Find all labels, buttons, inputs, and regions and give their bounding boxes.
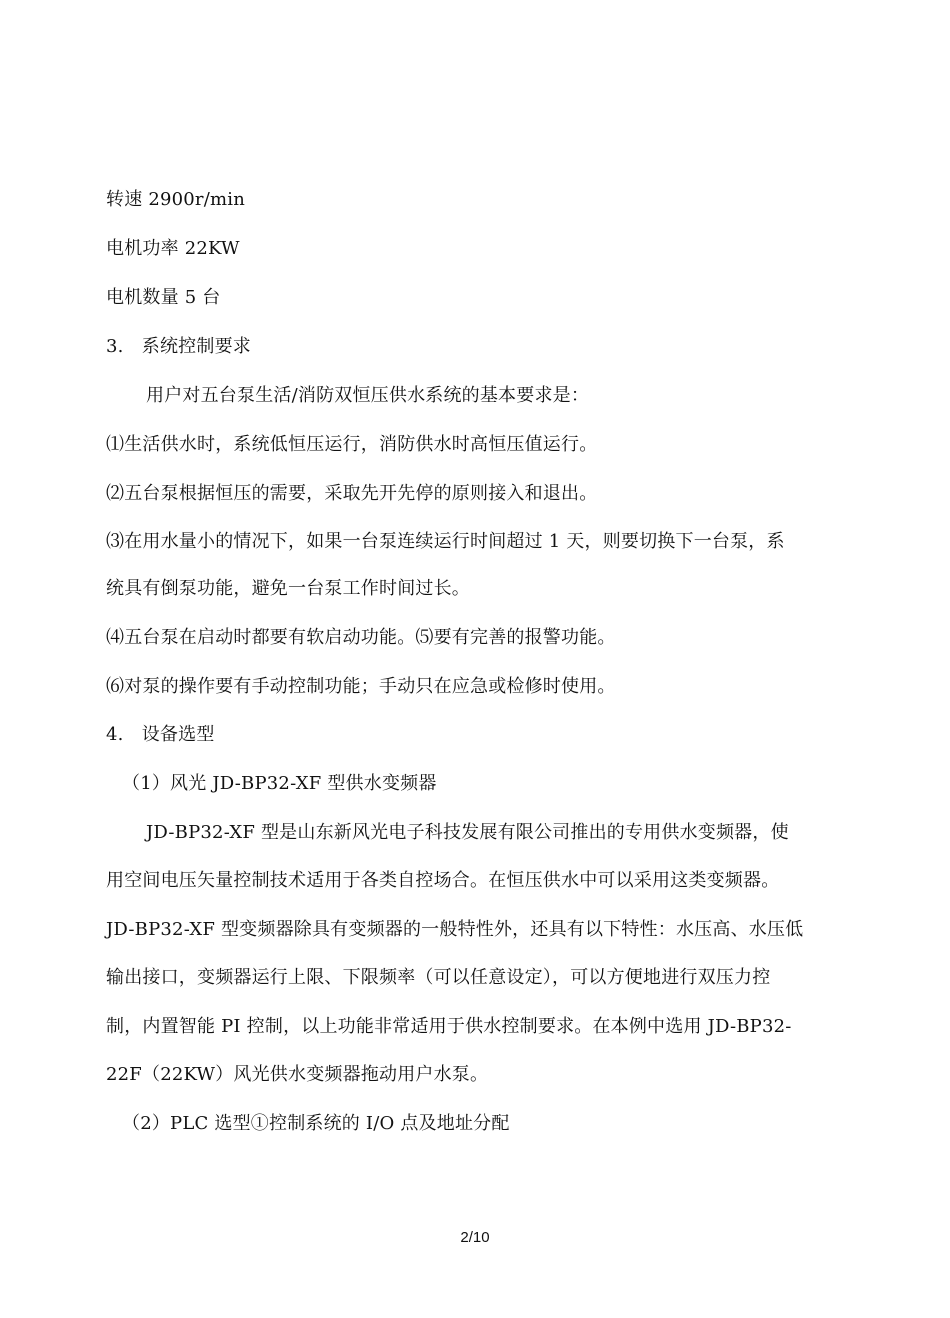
page-number: 2/10 xyxy=(460,1229,490,1246)
paragraph-requirements-intro: 用户对五台泵生活/消防双恒压供水系统的基本要求是： xyxy=(146,385,590,406)
requirement-item-6: ⑹对泵的操作要有手动控制功能；手动只在应急或检修时使用。 xyxy=(106,676,616,697)
paragraph-inverter-line-1: JD-BP32-XF 型是山东新风光电子科技发展有限公司推出的专用供水变频器，使 xyxy=(146,822,789,843)
paragraph-inverter-line-5: 制，内置智能 PI 控制，以上功能非常适用于供水控制要求。在本例中选用 JD-BP32- xyxy=(106,1016,792,1037)
section-heading-control-requirements: 3. 系统控制要求 xyxy=(106,336,251,357)
paragraph-inverter-line-6: 22F（22KW）风光供水变频器拖动用户水泵。 xyxy=(106,1064,489,1085)
requirement-item-4-5: ⑷五台泵在启动时都要有软启动功能。⑸要有完善的报警功能。 xyxy=(106,627,616,648)
subheading-plc-selection: （2）PLC 选型①控制系统的 I/O 点及地址分配 xyxy=(122,1113,510,1134)
requirement-item-3-line-2: 统具有倒泵功能，避免一台泵工作时间过长。 xyxy=(106,578,470,599)
spec-motor-power: 电机功率 22KW xyxy=(106,238,240,259)
paragraph-inverter-line-4: 输出接口，变频器运行上限、下限频率（可以任意设定），可以方便地进行双压力控 xyxy=(106,967,771,988)
paragraph-inverter-line-3: JD-BP32-XF 型变频器除具有变频器的一般特性外，还具有以下特性：水压高、水压低 xyxy=(106,919,804,940)
paragraph-inverter-line-2: 用空间电压矢量控制技术适用于各类自控场合。在恒压供水中可以采用这类变频器。 xyxy=(106,870,780,891)
spec-speed: 转速 2900r/min xyxy=(106,189,246,210)
requirement-item-1: ⑴生活供水时，系统低恒压运行，消防供水时高恒压值运行。 xyxy=(106,434,598,455)
spec-motor-count: 电机数量 5 台 xyxy=(106,287,221,308)
requirement-item-2: ⑵五台泵根据恒压的需要，采取先开先停的原则接入和退出。 xyxy=(106,483,598,504)
requirement-item-3-line-1: ⑶在用水量小的情况下，如果一台泵连续运行时间超过 1 天，则要切换下一台泵，系 xyxy=(106,531,785,552)
section-heading-equipment-selection: 4. 设备选型 xyxy=(106,724,215,745)
subheading-inverter: （1）风光 JD-BP32-XF 型供水变频器 xyxy=(122,773,437,794)
